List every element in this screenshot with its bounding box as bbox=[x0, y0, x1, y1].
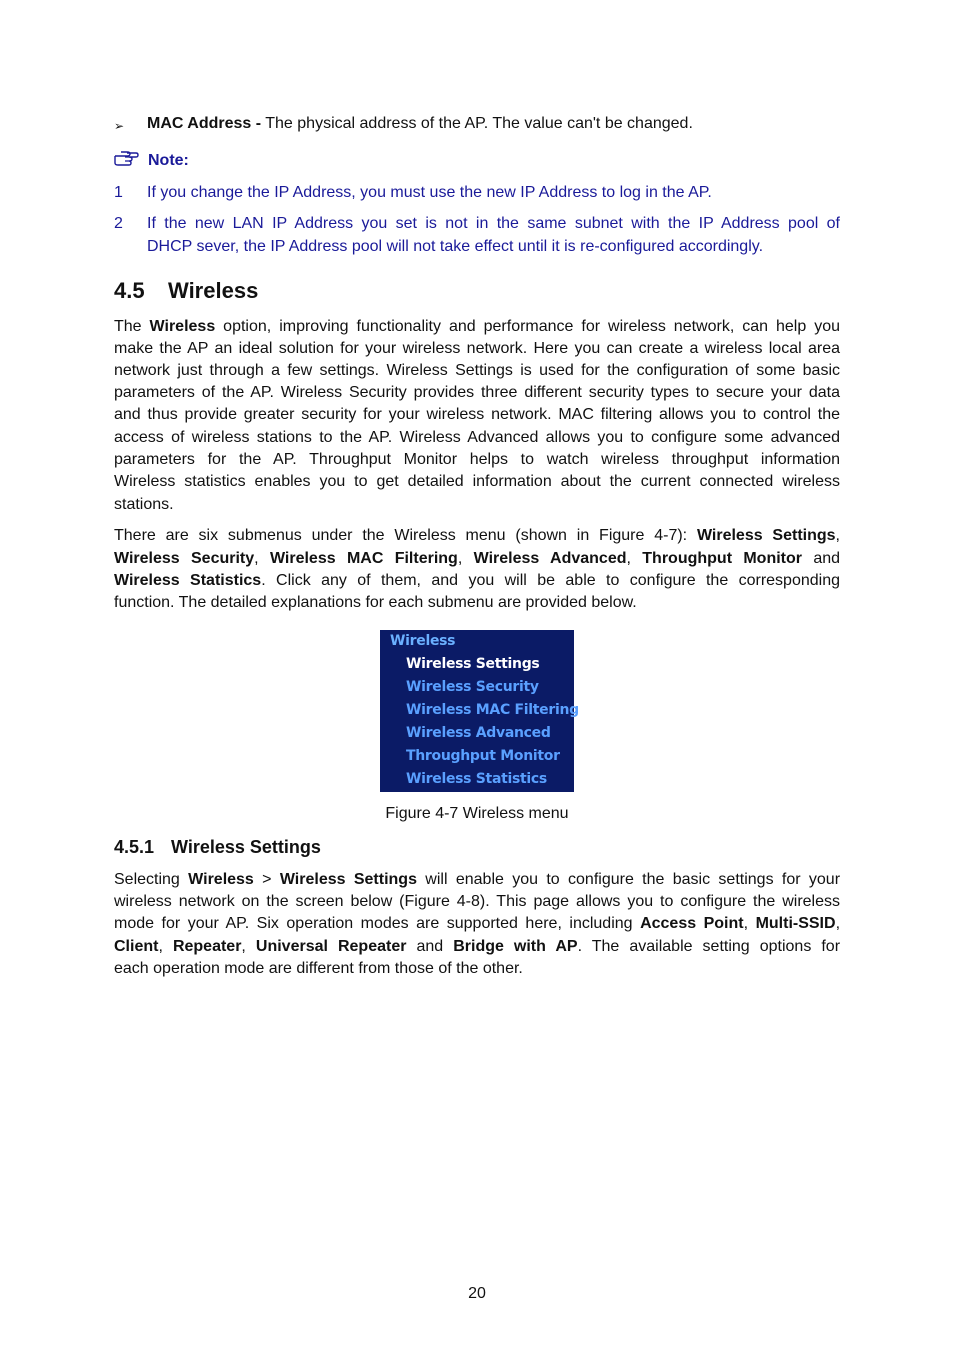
note-item-1-text: If you change the IP Address, you must use the new IP Address to log in the AP. bbox=[147, 184, 712, 201]
note-item-2-line-1: If the new LAN IP Address you set is not in the same subnet with the IP Address pool of bbox=[147, 215, 840, 232]
para1-line-6: access of wireless stations to the AP. Wireless Advanced allows you to configure some advanced bbox=[114, 429, 840, 446]
para1-line-9: stations. bbox=[114, 496, 174, 513]
mac-address-text: The physical address of the AP. The value can't be changed. bbox=[261, 115, 693, 132]
para2-line-1: There are six submenus under the Wireless menu (shown in Figure 4-7): Wireless Settings, bbox=[114, 527, 840, 544]
note-item-1-number: 1 bbox=[114, 184, 123, 201]
pointing-hand-icon bbox=[114, 149, 140, 167]
para3-line-1: Selecting Wireless > Wireless Settings will enable you to configure the basic settings for your bbox=[114, 871, 841, 888]
para1-line-3: network just through a few settings. Wireless Settings is used for the configuration of some basic bbox=[114, 362, 840, 379]
subsection-number: 4.5.1 bbox=[114, 837, 155, 857]
section-number: 4.5 bbox=[114, 278, 145, 303]
menu-item-throughput-monitor[interactable]: Throughput Monitor bbox=[406, 748, 560, 764]
para1-line-5: and thus provide greater security for your wireless network. MAC filtering allows you to control the bbox=[114, 406, 840, 423]
menu-title-wireless[interactable]: Wireless bbox=[390, 633, 456, 649]
para2-line-3: Wireless Statistics. Click any of them, and you will be able to configure the corresponding bbox=[114, 572, 840, 589]
para1-line-2: make the AP an ideal solution for your wireless network. Here you can create a wireless local area bbox=[114, 340, 840, 357]
para2-line-4: function. The detailed explanations for each submenu are provided below. bbox=[114, 594, 637, 611]
para1-line-4: parameters of the AP. Wireless Security provides three different security types to secure your data bbox=[114, 384, 840, 401]
para2-line-2: Wireless Security, Wireless MAC Filtering, Wireless Advanced, Throughput Monitor and bbox=[114, 550, 841, 567]
figure-caption: Figure 4-7 Wireless menu bbox=[385, 805, 569, 822]
note-item-2-line-2: DHCP sever, the IP Address pool will not take effect until it is re-configured accordingly. bbox=[147, 238, 764, 255]
menu-item-wireless-security[interactable]: Wireless Security bbox=[406, 679, 539, 695]
wireless-menu-figure bbox=[380, 630, 579, 792]
subsection-title: Wireless Settings bbox=[171, 837, 321, 857]
para1-line-8: Wireless statistics enables you to get detailed information about the current connected wireless bbox=[114, 473, 840, 490]
para3-line-3: mode for your AP. Six operation modes are supported here, including Access Point, Multi-SSID, bbox=[114, 915, 841, 932]
note-label: Note: bbox=[148, 152, 189, 169]
mac-address-line bbox=[147, 113, 693, 135]
para3-line-2: wireless network on the screen below (Figure 4-8). This page allows you to configure the wireless bbox=[114, 893, 840, 910]
note-item-2-number: 2 bbox=[114, 215, 123, 232]
menu-item-wireless-settings[interactable]: Wireless Settings bbox=[406, 656, 540, 672]
mac-bullet: ➢ bbox=[114, 119, 125, 133]
page-number: 20 bbox=[468, 1285, 486, 1302]
menu-item-wireless-statistics[interactable]: Wireless Statistics bbox=[406, 771, 547, 787]
menu-item-wireless-mac-filtering[interactable]: Wireless MAC Filtering bbox=[406, 702, 579, 718]
para3-line-4: Client, Repeater, Universal Repeater and Bridge with AP. The available setting options for bbox=[114, 938, 841, 955]
para3-line-5: each operation mode are different from those of the other. bbox=[114, 960, 523, 977]
mac-address-label: MAC Address - bbox=[147, 115, 262, 132]
section-title: Wireless bbox=[168, 278, 259, 303]
para1-line-1: The Wireless option, improving functionality and performance for wireless network, can help you bbox=[114, 318, 841, 335]
para1-line-7: parameters for the AP. Throughput Monitor helps to watch wireless throughput information bbox=[114, 451, 840, 468]
menu-item-wireless-advanced[interactable]: Wireless Advanced bbox=[406, 725, 551, 741]
